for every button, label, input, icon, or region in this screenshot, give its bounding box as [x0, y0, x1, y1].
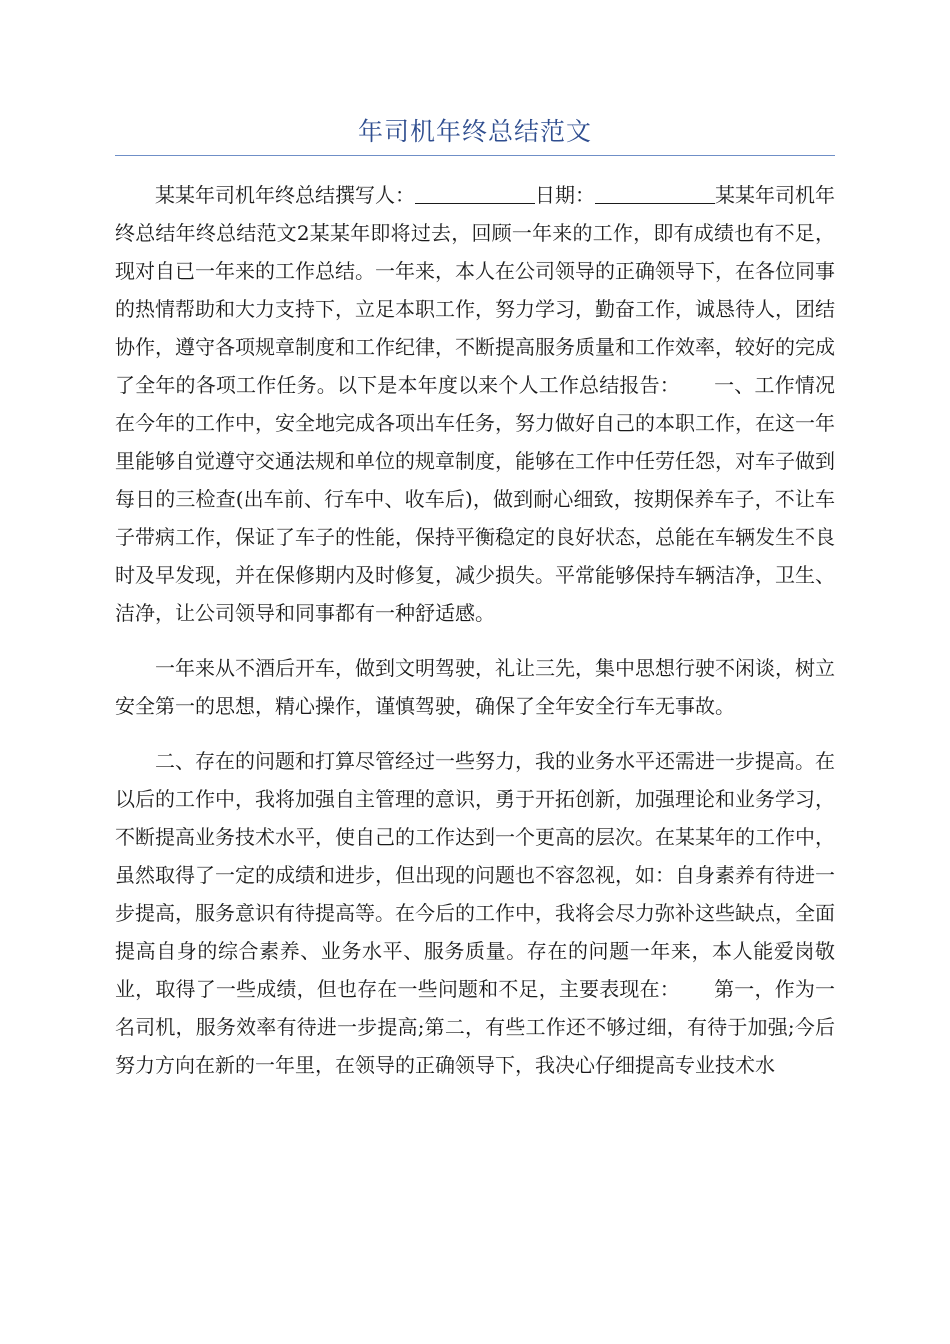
author-blank	[415, 183, 535, 204]
paragraph-2: 一年来从不酒后开车，做到文明驾驶，礼让三先，集中思想行驶不闲谈，树立安全第一的思想，精心操作，谨慎驾驶，确保了全年安全行车无事故。	[115, 656, 835, 718]
document-title: 年司机年终总结范文	[357, 117, 592, 146]
date-label: 日期：	[535, 183, 595, 207]
paragraph-1	[115, 176, 835, 632]
author-label: 某某年司机年终总结撰写人：	[155, 183, 415, 207]
document-body	[115, 176, 835, 1101]
improvements-text: 第一，作为一名司机，服务效率有待进一步提高;第二，有些工作还不够过细，有待于加强;今后努力方向在新的一年里，在领导的正确领导下，我决心仔细提高专业技术水	[115, 977, 836, 1077]
date-blank	[595, 183, 715, 204]
problems-text: 二、存在的问题和打算尽管经过一些努力，我的业务水平还需进一步提高。在以后的工作中，我将加强自主管理的意识，勇于开拓创新，加强理论和业务学习，不断提高业务技术水平，使自己的工作达到一个更高的层次。在某某年的工作中，虽然取得了一定的成绩和进步，但出现的问题也不容忽视，如：自身素养有待进一步提高，服务意识有待提高等。在今后的工作中，我将会尽力弥补这些缺点，全面提高自身的综合素养、业务水平、服务质量。存在的问题一年来，本人能爱岗敬业，取得了一些成绩，但也存在一些问题和不足，主要表现在：	[115, 749, 835, 1001]
title-underline	[115, 155, 835, 156]
paragraph-3	[115, 742, 835, 1084]
work-situation-text: 一、工作情况在今年的工作中，安全地完成各项出车任务，努力做好自己的本职工作，在这一年里能够自觉遵守交通法规和单位的规章制度，能够在工作中任劳任怨，对车子做到每日的三检查(出车前、行车中、收车后)，做到耐心细致，按期保养车子，不让车子带病工作，保证了车子的性能，保持平衡稳定的良好状态，总能在车辆发生不良时及早发现，并在保修期内及时修复，减少损失。平常能够保持车辆洁净，卫生、洁净，让公司领导和同事都有一种舒适感。	[115, 373, 836, 625]
intro-text: 某某年司机年终总结年终总结范文2某某年即将过去，回顾一年来的工作，即有成绩也有不足，现对自已一年来的工作总结。一年来，本人在公司领导的正确领导下，在各位同事的热情帮助和大力支持下，立足本职工作，努力学习，勤奋工作，诚恳待人，团结协作，遵守各项规章制度和工作纪律，不断提高服务质量和工作效率，较好的完成了全年的各项工作任务。以下是本年度以来个人工作总结报告：	[115, 183, 835, 397]
